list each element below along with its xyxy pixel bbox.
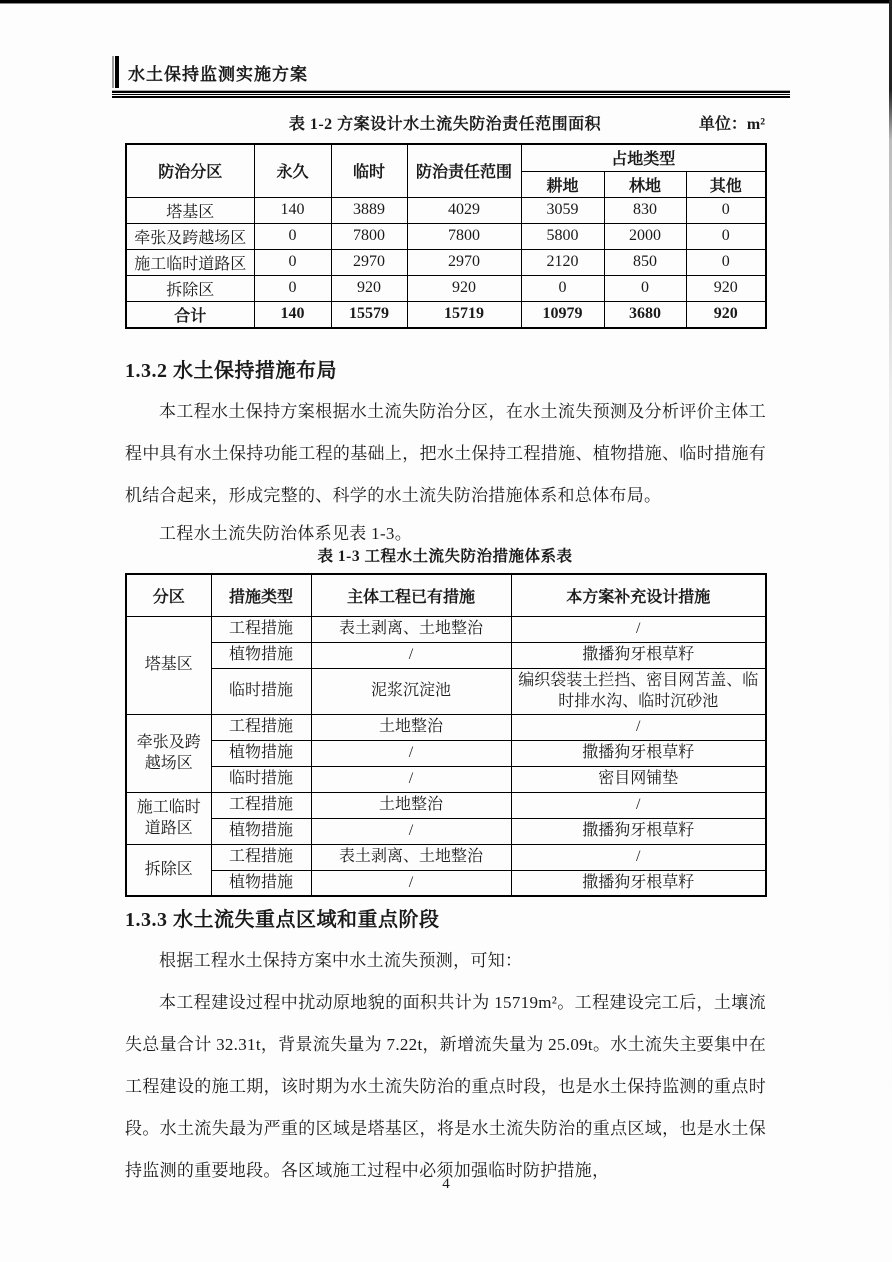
table12-responsibility-area: [125, 143, 767, 329]
table-cell: 植物措施: [211, 740, 311, 766]
table-cell: 工程措施: [211, 844, 311, 870]
table-cell: 0: [254, 223, 331, 249]
document-header-title-row: [112, 56, 790, 88]
table-cell: 撒播狗牙根草籽: [511, 642, 766, 668]
table-cell-zone: 施工临时道路区: [126, 249, 254, 275]
paragraph: 本工程水土保持方案根据水土流失防治分区，在水土流失预测及分析评价主体工程中具有水土保持功能工程的基础上，把水土保持工程措施、植物措施、临时措施有机结合起来，形成完整的、科学的水土流失防治措施体系和总体布局。: [125, 402, 766, 505]
table-row: [126, 275, 766, 301]
table-cell: 撒播狗牙根草籽: [511, 818, 766, 844]
table13-header-supplementary: 本方案补充设计措施: [511, 574, 766, 616]
table-cell: 泥浆沉淀池: [311, 668, 511, 714]
table-cell: 0: [254, 249, 331, 275]
header-accent-bar: [112, 56, 119, 88]
table13-caption: 表 1-3 工程水土流失防治措施体系表: [317, 548, 573, 565]
table-cell: 830: [604, 197, 686, 223]
table-cell: 临时措施: [211, 668, 311, 714]
table-row: [126, 740, 766, 766]
table-cell-zone: 拆除区: [126, 275, 254, 301]
table-cell: 2970: [331, 249, 407, 275]
table12-unit-label: 单位：m²: [698, 116, 765, 133]
table-cell: 植物措施: [211, 642, 311, 668]
table-cell: 3059: [521, 197, 604, 223]
table-cell: 临时措施: [211, 766, 311, 792]
table13-measure-system: [125, 573, 767, 897]
paragraph: 本工程建设过程中扰动原地貌的面积共计为 15719m²。工程建设完工后，土壤流失总量合计 32.31t，背景流失量为 7.22t，新增流失量为 25.09t。水土流失主要集中在工程建设的施工期，该时期为水土流失防治的重点时段，也是水土保持监测的重点时段。水土流失最为严重的区域是塔基区，将是水土流失防治的重点区域，也是水土保持监测的重要地段。各区域施工过程中必须加强临时防护措施，: [125, 993, 766, 1180]
table-cell: 0: [521, 275, 604, 301]
table-row: [126, 223, 766, 249]
table-cell-zone: 拆除区: [126, 844, 211, 896]
table-cell: 2970: [407, 249, 521, 275]
table-cell: 撒播狗牙根草籽: [511, 870, 766, 896]
table-cell: 撒播狗牙根草籽: [511, 740, 766, 766]
table-cell: 2000: [604, 223, 686, 249]
table-cell-zone: 合计: [126, 301, 254, 328]
table-cell: 15579: [331, 301, 407, 328]
table-cell: 表土剥离、土地整治: [311, 616, 511, 642]
table-row: [126, 642, 766, 668]
table-cell: 140: [254, 197, 331, 223]
table-cell: 2120: [521, 249, 604, 275]
table-cell: 920: [686, 275, 766, 301]
table-cell-zone: 塔基区: [126, 616, 211, 714]
table-cell: /: [511, 714, 766, 740]
table-row: [126, 792, 766, 818]
table-cell: 土地整治: [311, 714, 511, 740]
table-cell: 植物措施: [211, 870, 311, 896]
paragraph: 工程水土流失防治体系见表 1-3。: [159, 524, 413, 543]
table-cell: 土地整治: [311, 792, 511, 818]
table-cell: 3680: [604, 301, 686, 328]
table-cell: /: [311, 818, 511, 844]
table12-header-zone: 防治分区: [126, 144, 254, 197]
table-cell: 920: [686, 301, 766, 328]
table-cell: 0: [604, 275, 686, 301]
table12-total-row: [126, 301, 766, 328]
table-cell: /: [311, 870, 511, 896]
table-cell-zone: 塔基区: [126, 197, 254, 223]
table12-header-other: 其他: [686, 171, 766, 197]
table-cell: 工程措施: [211, 616, 311, 642]
table-cell: /: [511, 792, 766, 818]
table-row: [126, 668, 766, 714]
table-cell: 表土剥离、土地整治: [311, 844, 511, 870]
table-cell: /: [311, 740, 511, 766]
table-cell: 工程措施: [211, 792, 311, 818]
table12-header-forest: 林地: [604, 171, 686, 197]
table-cell-zone: 施工临时道路区: [126, 792, 211, 844]
table-row: [126, 197, 766, 223]
table-cell: 0: [686, 197, 766, 223]
table12-caption-row: [125, 111, 765, 135]
table-cell-zone: 牵张及跨越场区: [126, 223, 254, 249]
table12-caption: 表 1-2 方案设计水土流失防治责任范围面积: [288, 116, 602, 133]
table-cell: 920: [331, 275, 407, 301]
table-cell: 3889: [331, 197, 407, 223]
table13-header-row: [126, 574, 766, 616]
table-cell: 850: [604, 249, 686, 275]
table-cell: 0: [254, 275, 331, 301]
table12-header-farmland: 耕地: [521, 171, 604, 197]
table-cell: 5800: [521, 223, 604, 249]
table-cell: /: [311, 766, 511, 792]
table13-header-zone: 分区: [126, 574, 211, 616]
table-row: [126, 249, 766, 275]
table-row: [126, 616, 766, 642]
table-cell: 密目网铺垫: [511, 766, 766, 792]
table12-header-landtype-group: 占地类型: [521, 144, 766, 171]
table-row: [126, 818, 766, 844]
page-number: 4: [442, 1176, 450, 1192]
table12-header-scope: 防治责任范围: [407, 144, 521, 197]
table-cell: /: [311, 642, 511, 668]
table-cell: 7800: [407, 223, 521, 249]
table-cell: 4029: [407, 197, 521, 223]
table12-header-row-1: [126, 144, 766, 171]
section-heading-132: 1.3.2 水土保持措施布局: [125, 360, 337, 382]
table-cell: /: [511, 844, 766, 870]
table-row: [126, 870, 766, 896]
table-cell: 0: [686, 223, 766, 249]
table-cell: 植物措施: [211, 818, 311, 844]
table12-header-temporary: 临时: [331, 144, 407, 197]
table-cell: 编织袋装土拦挡、密目网苫盖、临时排水沟、临时沉砂池: [511, 668, 766, 714]
table-cell: 140: [254, 301, 331, 328]
table12-header-permanent: 永久: [254, 144, 331, 197]
section-heading-133: 1.3.3 水土流失重点区域和重点阶段: [125, 909, 440, 931]
table-cell: 工程措施: [211, 714, 311, 740]
table13-header-existing: 主体工程已有措施: [311, 574, 511, 616]
table-row: [126, 714, 766, 740]
table-row: [126, 766, 766, 792]
document-header: [112, 56, 790, 99]
paragraph: 根据工程水土保持方案中水土流失预测，可知：: [159, 951, 523, 970]
scan-artifact-top: [0, 0, 892, 4]
table-cell: 920: [407, 275, 521, 301]
table13-header-measure-type: 措施类型: [211, 574, 311, 616]
table-cell: 7800: [331, 223, 407, 249]
table-cell: 15719: [407, 301, 521, 328]
table-cell: 0: [686, 249, 766, 275]
header-rule: [112, 90, 790, 99]
table-cell-zone: 牵张及跨越场区: [126, 714, 211, 792]
table-cell: 10979: [521, 301, 604, 328]
table-row: [126, 844, 766, 870]
document-header-title: 水土保持监测实施方案: [128, 64, 308, 84]
table13-caption-row: [125, 544, 765, 568]
table-cell: /: [511, 616, 766, 642]
